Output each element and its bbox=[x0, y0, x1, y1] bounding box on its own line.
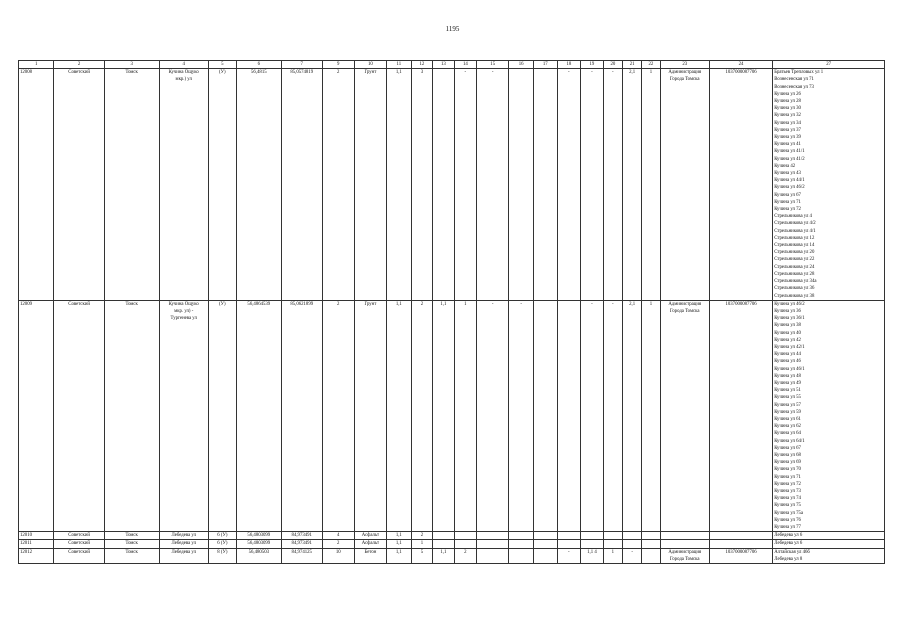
address-line: Кучина ул 70 bbox=[774, 467, 801, 473]
column-number: 2 bbox=[54, 61, 104, 69]
address-line: Кучина 42 bbox=[774, 163, 796, 169]
cell-line: Лебедева ул bbox=[171, 541, 196, 547]
cell-c19: - bbox=[581, 69, 604, 301]
cell-city: Томск bbox=[104, 548, 159, 563]
cell-line: Лебедева ул bbox=[171, 533, 196, 539]
address-line: Стрельникова ул 20 bbox=[774, 250, 815, 256]
column-number: 12 bbox=[411, 61, 432, 69]
cell-c9: 2 bbox=[322, 540, 354, 548]
address-line: Кучина ул 67 bbox=[774, 192, 801, 198]
cell-street bbox=[159, 548, 208, 563]
cell-c18 bbox=[557, 540, 581, 548]
cell-c9: 2 bbox=[322, 300, 354, 532]
column-number: 24 bbox=[709, 61, 772, 69]
address-line: Кучина ул 44/1 bbox=[774, 178, 805, 184]
cell-surface: Бетон bbox=[354, 548, 386, 563]
address-line: Кучина ул 41/1 bbox=[774, 149, 805, 155]
column-number: 6 bbox=[236, 61, 281, 69]
cell-ogrn bbox=[709, 540, 772, 548]
address-line: Кучина ул 46/2 bbox=[774, 301, 805, 307]
address-line: Стрельникова ул 22 bbox=[774, 257, 815, 263]
cell-c17 bbox=[533, 548, 557, 563]
cell-c17 bbox=[533, 532, 557, 540]
page-number: 1195 bbox=[445, 25, 460, 33]
cell-lat: 56,4803099 bbox=[236, 540, 281, 548]
address-line: Кучина ул 51 bbox=[774, 388, 801, 394]
cell-addresses bbox=[773, 300, 885, 532]
cell-c14: 1 bbox=[454, 300, 477, 532]
cell-district: Советский bbox=[54, 300, 104, 532]
address-line: Стрельникова ул 4/2 bbox=[774, 221, 816, 227]
address-line: Вознесенская ул 73 bbox=[774, 84, 814, 90]
column-number: 10 bbox=[354, 61, 386, 69]
column-number: 20 bbox=[603, 61, 622, 69]
column-number: 22 bbox=[642, 61, 660, 69]
cell-lat: 56,4815 bbox=[236, 69, 281, 301]
cell-addresses bbox=[773, 540, 885, 548]
cell-id: 12010 bbox=[19, 532, 54, 540]
address-line: Кучина ул 36/1 bbox=[774, 316, 805, 322]
cell-c17 bbox=[533, 300, 557, 532]
cell-line: Кучина Ощуко bbox=[168, 70, 199, 76]
address-line: Кучина ул 64/1 bbox=[774, 438, 805, 444]
cell-line: Администрация bbox=[668, 549, 702, 555]
cell-num: (У) bbox=[208, 300, 236, 532]
cell-c13: 1,1 bbox=[433, 300, 454, 532]
cell-c16 bbox=[509, 532, 534, 540]
cell-id: 12009 bbox=[19, 300, 54, 532]
cell-c22 bbox=[642, 532, 660, 540]
cell-lat: 56,4864539 bbox=[236, 300, 281, 532]
cell-surface: Асфальт bbox=[354, 540, 386, 548]
address-line: Кучина ул 75а bbox=[774, 510, 804, 516]
cell-c21: 2,1 bbox=[623, 300, 642, 532]
column-number: 23 bbox=[660, 61, 709, 69]
address-line: Кучина ул 43 bbox=[774, 171, 801, 177]
cell-c20 bbox=[603, 540, 622, 548]
cell-c16 bbox=[509, 69, 534, 301]
address-line: Лебедева ул 6 bbox=[774, 533, 803, 539]
address-line: Кучина ул 38 bbox=[774, 323, 801, 329]
cell-lon: 84,973491 bbox=[281, 540, 322, 548]
address-line: Кучина ул 72 bbox=[774, 481, 801, 487]
address-line: Стрельникова ул 4/1 bbox=[774, 228, 816, 234]
address-line: Вознесенская ул 71 bbox=[774, 77, 814, 83]
table-row bbox=[19, 532, 885, 540]
address-line: Кучина ул 71 bbox=[774, 474, 801, 480]
cell-c15: - bbox=[477, 69, 509, 301]
column-number: 4 bbox=[159, 61, 208, 69]
column-number: 27 bbox=[773, 61, 885, 69]
cell-line: Города Томска bbox=[669, 556, 700, 562]
cell-lon: 85,0574819 bbox=[281, 69, 322, 301]
cell-ogrn bbox=[709, 532, 772, 540]
cell-c22: 1 bbox=[642, 69, 660, 301]
column-number: 3 bbox=[104, 61, 159, 69]
column-number: 17 bbox=[533, 61, 557, 69]
cell-lat: 56,4803099 bbox=[236, 532, 281, 540]
cell-c11: 1,1 bbox=[387, 532, 412, 540]
address-line: Кучина ул 28 bbox=[774, 99, 801, 105]
cell-c20: - bbox=[603, 69, 622, 301]
table-row bbox=[19, 540, 885, 548]
cell-street bbox=[159, 300, 208, 532]
address-line: Кучина ул 64 bbox=[774, 431, 801, 437]
cell-c11: 1,1 bbox=[387, 300, 412, 532]
cell-c16 bbox=[509, 540, 534, 548]
cell-c9: 10 bbox=[322, 548, 354, 563]
cell-c18: - bbox=[557, 548, 581, 563]
address-line: Лебедева ул 8 bbox=[774, 556, 803, 562]
address-line: Кучина ул 32 bbox=[774, 113, 801, 119]
cell-c21 bbox=[623, 540, 642, 548]
cell-line: мкр. ул) - bbox=[174, 308, 194, 314]
address-line: Стрельникова ул 28 bbox=[774, 271, 815, 277]
cell-c15 bbox=[477, 548, 509, 563]
cell-c15 bbox=[477, 540, 509, 548]
cell-surface: Асфальт bbox=[354, 532, 386, 540]
cell-line: Лебедева ул bbox=[171, 549, 196, 555]
address-line: Кучина ул 55 bbox=[774, 395, 801, 401]
cell-c14 bbox=[454, 540, 477, 548]
cell-c19: 1,1 4 bbox=[581, 548, 604, 563]
cell-lat: 56,480503 bbox=[236, 548, 281, 563]
address-line: Кучина ул 75 bbox=[774, 503, 801, 509]
cell-c19 bbox=[581, 532, 604, 540]
cell-num: 6 (У) bbox=[208, 532, 236, 540]
cell-id: 12012 bbox=[19, 548, 54, 563]
address-line: Кучина ул 26 bbox=[774, 91, 801, 97]
cell-lon: 84,973491 bbox=[281, 532, 322, 540]
address-line: Кучина ул 57 bbox=[774, 402, 801, 408]
cell-id: 12008 bbox=[19, 69, 54, 301]
address-line: Кучина ул 42 bbox=[774, 337, 801, 343]
address-line: Алтайская ул 46б bbox=[774, 549, 810, 555]
address-line: Кучина ул 69 bbox=[774, 460, 801, 466]
cell-c15 bbox=[477, 532, 509, 540]
address-line: Лебедева ул 6 bbox=[774, 541, 803, 547]
cell-c13 bbox=[433, 532, 454, 540]
address-line: Кучина ул 74 bbox=[774, 496, 801, 502]
address-line: Кучина ул 61 bbox=[774, 416, 801, 422]
cell-line: Кучина Ощуко bbox=[168, 301, 199, 307]
address-line: Кучина ул 37 bbox=[774, 127, 801, 133]
cell-id: 12011 bbox=[19, 540, 54, 548]
cell-c17 bbox=[533, 69, 557, 301]
cell-c22: 1 bbox=[642, 300, 660, 532]
address-line: Кучина ул 36 bbox=[774, 308, 801, 314]
address-line: Кучина ул 46/2 bbox=[774, 185, 805, 191]
cell-c16 bbox=[509, 548, 534, 563]
cell-city: Томск bbox=[104, 532, 159, 540]
cell-c22 bbox=[642, 548, 660, 563]
cell-c18 bbox=[557, 300, 581, 532]
cell-lon: 84,974125 bbox=[281, 548, 322, 563]
cell-c14: 2 bbox=[454, 548, 477, 563]
cell-line: мкр.) ул bbox=[175, 77, 192, 83]
cell-district: Советский bbox=[54, 548, 104, 563]
cell-c15: - bbox=[477, 300, 509, 532]
cell-org bbox=[660, 69, 709, 301]
cell-c20: 1 bbox=[603, 548, 622, 563]
address-line: Кучина ул 71 bbox=[774, 199, 801, 205]
cell-ogrn: 1037000087706 bbox=[709, 69, 772, 301]
column-number: 16 bbox=[509, 61, 534, 69]
cell-street bbox=[159, 532, 208, 540]
address-line: Стрельникова ул 24 bbox=[774, 264, 815, 270]
cell-org bbox=[660, 540, 709, 548]
cell-ogrn: 1037000087706 bbox=[709, 300, 772, 532]
address-line: Кучина ул 34 bbox=[774, 120, 801, 126]
address-line: Кучина ул 76 bbox=[774, 517, 801, 523]
address-line: Кучина ул 77 bbox=[774, 525, 801, 530]
cell-line: Города Томска bbox=[669, 308, 700, 314]
address-line: Кучина ул 41/2 bbox=[774, 156, 805, 162]
address-line: Кучина ул 46/1 bbox=[774, 366, 805, 372]
cell-addresses bbox=[773, 69, 885, 301]
cell-line: Администрация bbox=[668, 70, 702, 76]
address-line: Стрельникова ул 12 bbox=[774, 235, 815, 241]
column-number: 9 bbox=[322, 61, 354, 69]
address-line: Кучина ул 59 bbox=[774, 409, 801, 415]
table-row bbox=[19, 548, 885, 563]
cell-street bbox=[159, 540, 208, 548]
column-number: 19 bbox=[581, 61, 604, 69]
address-line: Кучина ул 46 bbox=[774, 359, 801, 365]
cell-num: (У) bbox=[208, 69, 236, 301]
address-line: Кучина ул 73 bbox=[774, 488, 801, 494]
cell-district: Советский bbox=[54, 540, 104, 548]
cell-line: Администрация bbox=[668, 301, 702, 307]
cell-ogrn: 1037000087706 bbox=[709, 548, 772, 563]
address-line: Стрельникова ул 36 bbox=[774, 286, 815, 292]
address-line: Кучина ул 39 bbox=[774, 135, 801, 141]
cell-c11: 1,1 bbox=[387, 548, 412, 563]
address-line: Кучина ул 62 bbox=[774, 424, 801, 430]
column-number: 15 bbox=[477, 61, 509, 69]
cell-c13 bbox=[433, 540, 454, 548]
cell-city: Томск bbox=[104, 540, 159, 548]
address-line: Стрельникова ул 4 bbox=[774, 214, 812, 220]
cell-c12: 2 bbox=[411, 532, 432, 540]
cell-c18 bbox=[557, 532, 581, 540]
cell-c17 bbox=[533, 540, 557, 548]
cell-surface: Грунт bbox=[354, 300, 386, 532]
cell-lon: 85,0621899 bbox=[281, 300, 322, 532]
cell-c16: - bbox=[509, 300, 534, 532]
cell-c13: 1,1 bbox=[433, 548, 454, 563]
cell-district: Советский bbox=[54, 532, 104, 540]
address-line: Стрельникова ул 38 bbox=[774, 293, 815, 299]
table-row bbox=[19, 300, 885, 532]
cell-c11: 1,1 bbox=[387, 540, 412, 548]
cell-num: 6 (У) bbox=[208, 540, 236, 548]
address-line: Кучина ул 68 bbox=[774, 452, 801, 458]
cell-num: 8 (У) bbox=[208, 548, 236, 563]
address-line: Кучина ул 41 bbox=[774, 142, 801, 148]
column-number: 5 bbox=[208, 61, 236, 69]
cell-addresses bbox=[773, 548, 885, 563]
header-row bbox=[19, 61, 885, 69]
cell-org bbox=[660, 548, 709, 563]
cell-c21: 2,1 bbox=[623, 69, 642, 301]
column-number: 14 bbox=[454, 61, 477, 69]
cell-c18: - bbox=[557, 69, 581, 301]
cell-c14: - bbox=[454, 69, 477, 301]
address-line: Кучина ул 48 bbox=[774, 373, 801, 379]
column-number: 18 bbox=[557, 61, 581, 69]
cell-c21 bbox=[623, 532, 642, 540]
cell-addresses bbox=[773, 532, 885, 540]
address-line: Кучина ул 49 bbox=[774, 380, 801, 386]
cell-street bbox=[159, 69, 208, 301]
cell-c20 bbox=[603, 532, 622, 540]
cell-c9: 4 bbox=[322, 532, 354, 540]
cell-line: Тургенева ул bbox=[170, 316, 197, 322]
column-number: 21 bbox=[623, 61, 642, 69]
cell-surface: Грунт bbox=[354, 69, 386, 301]
cell-c20: - bbox=[603, 300, 622, 532]
address-line: Кучина ул 72 bbox=[774, 207, 801, 213]
cell-c19: - bbox=[581, 300, 604, 532]
address-line: Кучина ул 40 bbox=[774, 330, 801, 336]
address-line: Кучина ул 42/1 bbox=[774, 344, 805, 350]
cell-c9: 2 bbox=[322, 69, 354, 301]
cell-c21: - bbox=[623, 548, 642, 563]
table-row bbox=[19, 69, 885, 301]
cell-c13 bbox=[433, 69, 454, 301]
address-line: Кучина ул 30 bbox=[774, 106, 801, 112]
cell-c22 bbox=[642, 540, 660, 548]
cell-district: Советский bbox=[54, 69, 104, 301]
cell-c19 bbox=[581, 540, 604, 548]
cell-org bbox=[660, 300, 709, 532]
register-table bbox=[18, 60, 885, 564]
cell-c12: 2 bbox=[411, 300, 432, 532]
cell-c12: 1 bbox=[411, 540, 432, 548]
column-number: 13 bbox=[433, 61, 454, 69]
column-number: 7 bbox=[281, 61, 322, 69]
column-number: 11 bbox=[387, 61, 412, 69]
address-line: Стрельникова ул 14 bbox=[774, 243, 815, 249]
cell-city: Томск bbox=[104, 69, 159, 301]
cell-city: Томск bbox=[104, 300, 159, 532]
address-line: Кучина ул 67 bbox=[774, 445, 801, 451]
address-line: Кучина ул 44 bbox=[774, 352, 801, 358]
cell-line: Города Томска bbox=[669, 77, 700, 83]
cell-c12: 5 bbox=[411, 548, 432, 563]
address-line: Стрельникова ул 34а bbox=[774, 279, 817, 285]
cell-org bbox=[660, 532, 709, 540]
column-number: 1 bbox=[19, 61, 54, 69]
cell-c14 bbox=[454, 532, 477, 540]
address-line: Братьев Трепловых ул 1 bbox=[774, 70, 824, 76]
cell-c11: 1,1 bbox=[387, 69, 412, 301]
cell-c12: 3 bbox=[411, 69, 432, 301]
